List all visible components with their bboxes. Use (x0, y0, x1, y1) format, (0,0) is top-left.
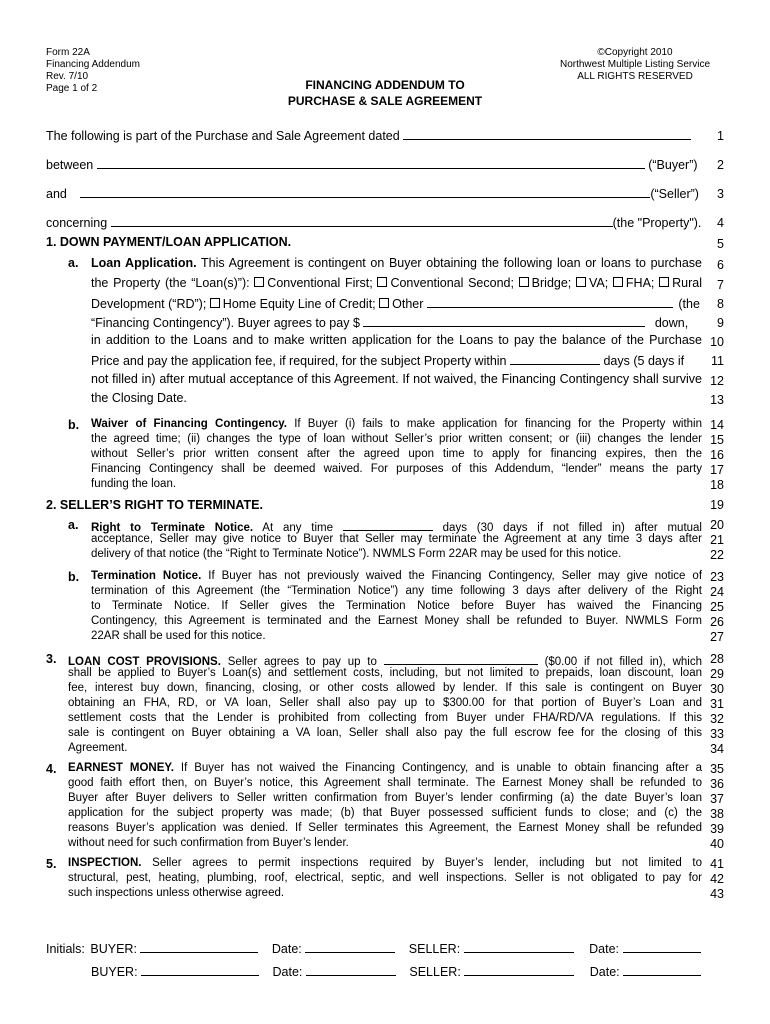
text-line: ($0.00 if not filled in), which (544, 656, 703, 668)
seller-date-field-1[interactable] (623, 940, 701, 953)
and-line (46, 185, 699, 201)
line-number: 22 (710, 548, 724, 562)
line-number: 30 (710, 682, 724, 696)
line-number: 10 (710, 335, 724, 349)
line-number: 15 (710, 433, 724, 447)
line-number: 23 (710, 570, 724, 584)
title-line-2: PURCHASE & SALE AGREEMENT (287, 94, 483, 108)
rights: ALL RIGHTS RESERVED (577, 71, 693, 82)
loan-application-title: Loan Application. (91, 256, 197, 270)
section-1a-label: a. (68, 256, 79, 270)
line-number: 32 (710, 712, 724, 726)
section-4-line-40: without need for such confirmation from Buyer’s lender. (68, 837, 349, 849)
seller-initials-label: SELLER: (409, 965, 461, 979)
section-2a-line-22: delivery of that notice (the “Right to Terminate Notice”). NWMLS Form 22AR may be used for this notice. (91, 548, 622, 560)
line-number: 27 (710, 630, 724, 644)
line-number: 16 (710, 448, 724, 462)
text-line: If Buyer has not waived the Financing Contingency, and is unable to obtain financing after a (180, 762, 702, 774)
buyer-initials-field-1[interactable] (140, 940, 258, 953)
line-number: 37 (710, 792, 724, 806)
form-header-left (46, 47, 140, 95)
concerning-line (46, 214, 701, 230)
dated-label: The following is part of the Purchase and Sale Agreement dated (46, 129, 400, 143)
section-1a-line-13: the Closing Date. (91, 391, 187, 405)
form-name: Financing Addendum (46, 59, 140, 70)
section-4-line-36: good faith effort then, on Buyer’s notice, this Agreement shall terminate. The Earnest Money shall be refunded to (68, 777, 702, 789)
line-number: 26 (710, 615, 724, 629)
line-number: 20 (710, 518, 724, 532)
line-number: 33 (710, 727, 724, 741)
section-5-line-42: structural, pest, heating, plumbing, roof, electrical, septic, and well inspections. Seller is not obligated to pay for (68, 872, 702, 884)
application-days-field[interactable] (510, 352, 600, 365)
line-number: 11 (711, 354, 724, 368)
line-number: 9 (717, 316, 724, 330)
section-1b-line-17: Financing Contingency shall be deemed waived. For purposes of this Addendum, “lender” means the party (91, 463, 702, 475)
section-1b-line-16: without Seller’s prior written consent after the agreed upon time to apply for financing expires, then the (91, 448, 702, 460)
line-number: 40 (710, 837, 724, 851)
line-number: 41 (710, 857, 724, 871)
section-1a-line-11 (91, 352, 684, 368)
text-line: down, (654, 316, 689, 330)
section-5-number: 5. (46, 857, 57, 871)
loan-cost-title: LOAN COST PROVISIONS. (68, 656, 221, 668)
line-number: 12 (710, 374, 724, 388)
section-4-line-37: Buyer after Buyer delivers to Seller written confirmation from Buyer’s lender confirming (a) the date Buyer’s loan (68, 792, 702, 804)
text-line: At any time (262, 522, 334, 534)
line-number: 2 (717, 158, 724, 172)
loan-cost-amount-field[interactable] (384, 652, 538, 665)
option-label: Bridge; (531, 276, 572, 290)
section-1-heading: 1. DOWN PAYMENT/LOAN APPLICATION. (46, 235, 292, 249)
line-number: 25 (710, 600, 724, 614)
line-number: 43 (710, 887, 724, 901)
section-1a-line-6 (91, 256, 702, 270)
section-2-heading: 2. SELLER’S RIGHT TO TERMINATE. (46, 498, 263, 512)
seller-label: (“Seller”) (650, 187, 699, 201)
seller-initials-field-2[interactable] (464, 963, 574, 976)
text-line: Seller agrees to permit inspections required by Buyer’s lender, including but not limited to (152, 857, 703, 869)
initials-label: Initials: (46, 942, 85, 956)
text-line: days (5 days if (603, 354, 685, 368)
agreement-date-field[interactable] (403, 127, 691, 140)
text-line: Price and pay the application fee, if required, for the subject Property within (91, 354, 507, 368)
page-title (235, 77, 535, 109)
section-4-line-35 (68, 762, 702, 774)
checkbox-fha[interactable] (613, 277, 623, 287)
section-3-line-33: sale is contingent on Buyer obtaining a VA loan, Seller shall also pay the full escrow fee for the closing of this (68, 727, 702, 739)
seller-name-field[interactable] (80, 185, 650, 198)
initials-row-1 (46, 940, 701, 956)
line-number: 8 (717, 297, 724, 311)
text-line: If Buyer (i) fails to make application for financing for the Property within (294, 418, 703, 430)
copyright: ©Copyright 2010 (597, 47, 673, 58)
section-3-line-32: settlement costs that the Lender is prohibited from collecting from Buyer under FHA/RD/VA regulations. If this (68, 712, 702, 724)
form-number: Form 22A (46, 47, 90, 58)
line-number: 13 (710, 393, 724, 407)
seller-initials-label: SELLER: (408, 942, 461, 956)
section-2b-line-24: termination of this Agreement (the “Termination Notice”) any time following 3 days after delivery of the Right (91, 585, 702, 597)
buyer-initials-label: BUYER: (90, 942, 137, 956)
concerning-label: concerning (46, 216, 108, 230)
waiver-title: Waiver of Financing Contingency. (91, 418, 287, 430)
section-4-line-39: reasons Buyer’s application was denied. If Seller terminates this Agreement, the Earnest Money shall be refunded (68, 822, 702, 834)
section-4-line-38: application for the subject property was made; (b) that Buyer possessed sufficient funds to close; and (c) the (68, 807, 702, 819)
section-2a-label: a. (68, 518, 79, 532)
between-label: between (46, 158, 94, 172)
line-number: 39 (710, 822, 724, 836)
line-number: 38 (710, 807, 724, 821)
line-number: 21 (710, 533, 724, 547)
section-1a-line-8 (91, 295, 700, 311)
checkbox-conventional-second[interactable] (377, 277, 387, 287)
text-line: If Buyer has not previously waived the Financing Contingency, Seller may give notice of (208, 570, 703, 582)
property-label: (the "Property"). (612, 216, 702, 230)
initials-row-2 (91, 963, 701, 979)
section-1b-label: b. (68, 418, 80, 432)
section-2b-line-25: to Terminate Notice. If Seller gives the Termination Notice before Buyer has waived the Financing (91, 600, 702, 612)
form-revision: Rev. 7/10 (46, 71, 89, 82)
section-3-line-29: shall be applied to Buyer’s Loan(s) and settlement costs, including, but not limited to prepaids, loan discount, loan (68, 667, 702, 679)
terminate-days-field[interactable] (343, 518, 433, 531)
buyer-date-field-2[interactable] (306, 963, 396, 976)
checkbox-conventional-first[interactable] (254, 277, 264, 287)
line-number: 17 (710, 463, 724, 477)
line-number: 1 (717, 129, 724, 143)
checkbox-other[interactable] (379, 298, 389, 308)
line-number: 35 (710, 762, 724, 776)
checkbox-va[interactable] (576, 277, 586, 287)
section-2a-line-20 (91, 518, 702, 534)
option-label: VA; (588, 276, 609, 290)
section-5-line-43: such inspections unless otherwise agreed. (68, 887, 285, 899)
text-line: “Financing Contingency”). Buyer agrees to pay $ (91, 316, 360, 330)
right-to-terminate-title: Right to Terminate Notice. (91, 522, 254, 534)
option-label: Conventional First; (267, 276, 373, 290)
section-3-line-31: obtaining an FHA, RD, or VA loan, Seller shall also pay up to $300.00 for that portion of Buyer’s Loan and (68, 697, 702, 709)
section-1a-line-12: not filled in) after mutual acceptance of this Agreement. If not waived, the Financing Contingency shall survive (91, 372, 702, 386)
line-number: 42 (710, 872, 724, 886)
buyer-initials-label: BUYER: (91, 965, 138, 979)
date-label: Date: (271, 942, 302, 956)
buyer-date-field-1[interactable] (305, 940, 395, 953)
option-label: Home Equity Line of Credit; (222, 297, 376, 311)
form-header-right (535, 47, 735, 83)
section-2b-label: b. (68, 570, 80, 584)
section-1a-line-9 (91, 314, 688, 330)
section-3-line-28 (68, 652, 702, 668)
between-line (46, 156, 698, 172)
line-number: 18 (710, 478, 724, 492)
date-label: Date: (589, 942, 620, 956)
checkbox-rural[interactable] (659, 277, 669, 287)
line-number: 3 (717, 187, 724, 201)
section-2a-line-21: acceptance, Seller may give notice to Buyer that Seller may terminate the Agreement at any time 3 days after (91, 533, 702, 545)
section-1a-line-10: in addition to the Loans and to make written application for the Loans to pay the balance of the Purchase (91, 333, 702, 347)
title-line-1: FINANCING ADDENDUM TO (305, 78, 465, 92)
property-field[interactable] (111, 214, 613, 227)
section-1b-line-14 (91, 418, 702, 430)
section-5-line-41 (68, 857, 702, 869)
section-2b-line-27: 22AR shall be used for this notice. (91, 630, 266, 642)
checkbox-heloc[interactable] (210, 298, 220, 308)
option-label: Conventional Second; (390, 276, 514, 290)
section-1a-line-7 (91, 276, 702, 290)
and-label: and (46, 187, 67, 201)
text-line: This Agreement is contingent on Buyer obtaining the following loan or loans to purchase (201, 256, 703, 270)
line-number: 14 (710, 418, 724, 432)
line-number: 7 (717, 278, 724, 292)
line-number: 36 (710, 777, 724, 791)
date-label: Date: (272, 965, 303, 979)
option-label: Rural (672, 276, 702, 290)
seller-initials-field-1[interactable] (464, 940, 574, 953)
section-3-number: 3. (46, 652, 57, 666)
line-number: 31 (710, 697, 724, 711)
line-number: 34 (710, 742, 724, 756)
text-line: the Property (the “Loan(s)”): (91, 276, 250, 290)
organization: Northwest Multiple Listing Service (559, 59, 711, 70)
section-3-line-30: fee, interest buy down, financing, closing, or other costs allowed by lender. If this sale is contingent on Buyer (68, 682, 702, 694)
down-payment-field[interactable] (363, 314, 645, 327)
checkbox-bridge[interactable] (519, 277, 529, 287)
page-number: Page 1 of 2 (46, 83, 98, 94)
section-2b-line-26: Contingency, this Agreement is terminated and the Earnest Money shall be refunded to Buyer. NWMLS Form (91, 615, 702, 627)
earnest-money-title: EARNEST MONEY. (68, 762, 174, 774)
seller-date-field-2[interactable] (623, 963, 701, 976)
option-label: Other (392, 297, 424, 311)
line-number: 24 (710, 585, 724, 599)
text-line: days (30 days if not filled in) after mutual (442, 522, 702, 534)
section-2b-line-23 (91, 570, 702, 582)
section-1b-line-18: funding the loan. (91, 478, 177, 490)
text-line: Seller agrees to pay up to (227, 656, 377, 668)
buyer-label: (“Buyer”) (648, 158, 698, 172)
line-number: 29 (710, 667, 724, 681)
date-label: Date: (589, 965, 620, 979)
line-number: 6 (717, 258, 724, 272)
section-1b-line-15: the agreed time; (ii) changes the type of loan without Seller’s prior written consent; or (iii) changes the lender (91, 433, 702, 445)
other-loan-field[interactable] (427, 295, 673, 308)
agreement-dated-line (46, 127, 691, 143)
termination-notice-title: Termination Notice. (91, 570, 202, 582)
line-number: 19 (710, 498, 724, 512)
option-label: FHA; (625, 276, 655, 290)
line-number: 5 (717, 237, 724, 251)
buyer-initials-field-2[interactable] (141, 963, 259, 976)
line-number: 28 (710, 652, 724, 666)
section-4-number: 4. (46, 762, 57, 776)
text-line: Development (“RD”); (91, 297, 207, 311)
text-line: (the (678, 297, 700, 311)
inspection-title: INSPECTION. (68, 857, 142, 869)
section-3-line-34: Agreement. (68, 742, 128, 754)
buyer-name-field[interactable] (97, 156, 645, 169)
line-number: 4 (717, 216, 724, 230)
